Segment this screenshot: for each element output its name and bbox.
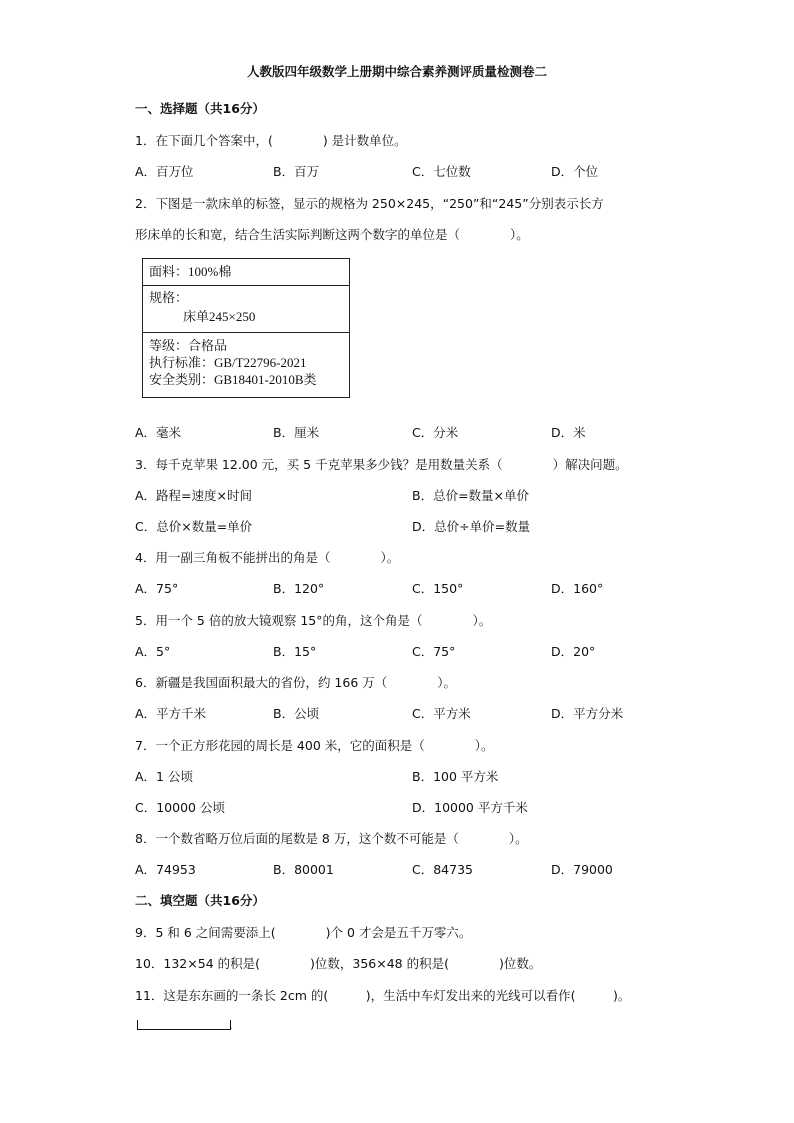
q8-option-b: B．80001 [273,862,334,877]
q6-option-c: C．平方米 [412,706,471,721]
q3-option-c: C．总价×数量=单价 [135,519,253,534]
question-4: 4．用一副三角板不能拼出的角是（ ）。 [135,550,400,565]
label-spec [143,286,349,333]
question-2-line1: 2．下图是一款床单的标签，显示的规格为 250×245，“250”和“245”分别表示长方 [135,196,604,211]
q3-option-b: B．总价=数量×单价 [412,488,530,503]
q4-option-a: A．75° [135,581,179,596]
question-8: 8．一个数省略万位后面的尾数是 8 万，这个数不可能是（ ）。 [135,831,528,846]
question-10: 10．132×54 的积是( )位数，356×48 的积是( )位数。 [135,956,542,971]
q1-option-b: B．百万 [273,164,320,179]
label-grade [143,333,349,399]
label-spec-value: 床单245×250 [183,309,256,324]
question-7: 7．一个正方形花园的周长是 400 米，它的面积是（ ）。 [135,738,494,753]
line-segment-tail: . [229,1019,233,1032]
q6-option-a: A．平方千米 [135,706,207,721]
line-segment-figure [137,1020,231,1030]
q4-option-c: C．150° [412,581,464,596]
q6-option-d: D．平方分米 [551,706,624,721]
q8-option-d: D．79000 [551,862,613,877]
label-spec-title: 规格： [149,290,189,305]
q4-option-b: B．120° [273,581,325,596]
q5-option-d: D．20° [551,644,596,659]
question-5: 5．用一个 5 倍的放大镜观察 15°的角，这个角是（ ）。 [135,613,492,628]
q2-option-c: C．分米 [412,425,459,440]
q5-option-c: C．75° [412,644,456,659]
bedsheet-label [142,258,350,398]
label-fabric: 面料：100%棉 [143,259,349,286]
q2-option-b: B．厘米 [273,425,320,440]
q8-option-a: A．74953 [135,862,196,877]
section-heading-choice: 一、选择题（共16分） [135,101,265,116]
q7-option-c: C．10000 公顷 [135,800,225,815]
q1-option-d: D．个位 [551,164,599,179]
q1-option-a: A．百万位 [135,164,194,179]
q4-option-d: D．160° [551,581,604,596]
q7-option-d: D．10000 平方千米 [412,800,528,815]
question-1: 1．在下面几个答案中，( ) 是计数单位。 [135,133,407,148]
question-6: 6．新疆是我国面积最大的省份，约 166 万（ ）。 [135,675,457,690]
section-heading-fill: 二、填空题（共16分） [135,893,265,908]
label-safety-line: 安全类别：GB18401-2010B类 [149,372,317,387]
q3-option-a: A．路程=速度×时间 [135,488,252,503]
page-title: 人教版四年级数学上册期中综合素养测评质量检测卷二 [246,64,547,79]
q7-option-b: B．100 平方米 [412,769,499,784]
question-11: 11．这是东东画的一条长 2cm 的( )，生活中车灯发出来的光线可以看作( )。 [135,988,631,1003]
question-2-line2: 形床单的长和宽，结合生活实际判断这两个数字的单位是（ ）。 [135,227,529,242]
q6-option-b: B．公顷 [273,706,320,721]
q3-option-d: D．总价÷单价=数量 [412,519,531,534]
label-grade-line: 等级：合格品 [149,338,228,353]
question-3: 3．每千克苹果 12.00 元，买 5 千克苹果多少钱？是用数量关系（ ）解决问题。 [135,457,628,472]
q7-option-a: A．1 公顷 [135,769,193,784]
q8-option-c: C．84735 [412,862,473,877]
q5-option-b: B．15° [273,644,317,659]
q2-option-a: A．毫米 [135,425,182,440]
q2-option-d: D．米 [551,425,586,440]
label-standard-line: 执行标准：GB/T22796-2021 [149,355,307,370]
q1-option-c: C．七位数 [412,164,471,179]
q5-option-a: A．5° [135,644,171,659]
question-9: 9．5 和 6 之间需要添上( )个 0 才会是五千万零六。 [135,925,472,940]
